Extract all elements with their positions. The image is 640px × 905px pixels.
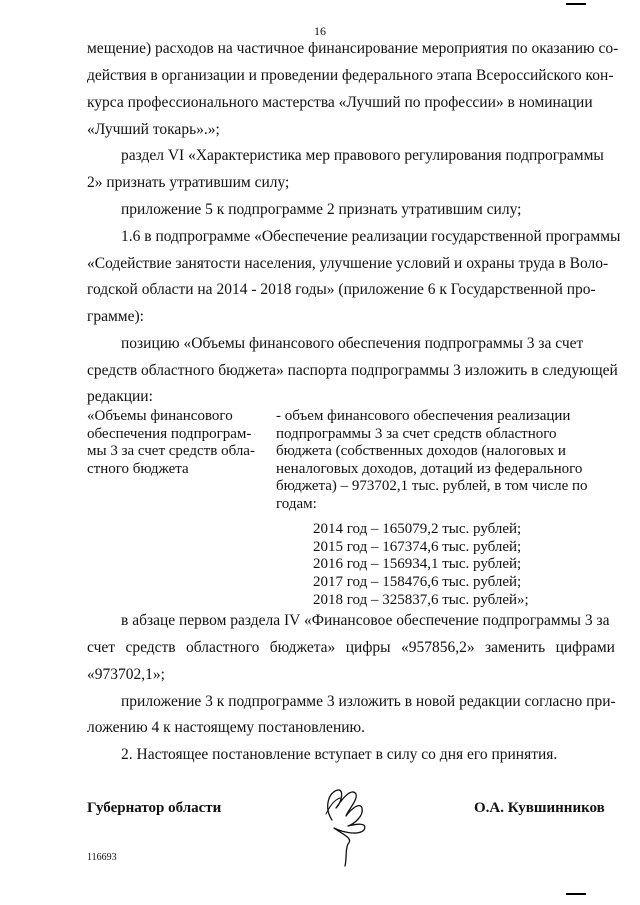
- text-line: действия в организации и проведении федерального этапа Всероссийского кон-: [87, 67, 614, 84]
- text-line: «Содействие занятости населения, улучшение условий и охраны труда в Воло-: [87, 255, 609, 272]
- handwritten-signature: [318, 778, 378, 868]
- text-line: годской области на 2014 - 2018 годы» (приложение 6 к Государственной про-: [87, 281, 596, 298]
- text-line: ложению 4 к настоящему постановлению.: [87, 719, 365, 736]
- text-line: редакции:: [87, 388, 153, 405]
- text-line: «Лучший токарь».»;: [87, 121, 220, 138]
- text-line: «973702,1»;: [87, 666, 165, 683]
- page-number: 16: [314, 24, 326, 38]
- word: цифры: [345, 639, 391, 656]
- word: областного: [186, 639, 260, 656]
- year-line: 2016 год – 156934,1 тыс. рублей;: [313, 556, 522, 572]
- word: счет: [87, 639, 116, 656]
- word: заменить: [485, 639, 546, 656]
- word: бюджета»: [269, 639, 336, 656]
- word: цифрами: [555, 639, 615, 656]
- text-line: грамме):: [87, 308, 144, 325]
- text-line: курса профессионального мастерства «Лучший по профессии» в номинации: [87, 94, 593, 111]
- text-line: позицию «Объемы финансового обеспечения подпрограммы 3 за счет: [121, 335, 584, 352]
- word: средств: [125, 639, 176, 656]
- document-code: 116693: [87, 852, 117, 863]
- table-cell-value: - объем финансового обеспечения реализации подпрограммы 3 за счет средств областного бюджета (собственных доходов (налоговых и неналоговых доходов, дотаций из федерального бюджета) – 973702,1 тыс. рублей, в том числе по годам:: [276, 408, 588, 512]
- scan-edge-mark: [566, 3, 586, 5]
- text-line: приложение 3 к подпрограмме 3 изложить в новой редакции согласно при-: [121, 693, 616, 710]
- scan-edge-mark: [566, 893, 586, 895]
- year-line: 2015 год – 167374,6 тыс. рублей;: [313, 539, 522, 555]
- justified-line: [87, 639, 615, 657]
- year-line: 2018 год – 325837,6 тыс. рублей»;: [313, 592, 529, 608]
- year-line: 2017 год – 158476,6 тыс. рублей;: [313, 574, 522, 590]
- text-line: в абзаце первом раздела IV «Финансовое обеспечение подпрограммы 3 за: [121, 612, 610, 629]
- text-line: раздел VI «Характеристика мер правового регулирования подпрограммы: [121, 147, 604, 164]
- text-line: 2. Настоящее постановление вступает в силу со дня его принятия.: [121, 746, 558, 763]
- year-line: 2014 год – 165079,2 тыс. рублей;: [313, 521, 522, 537]
- text-line: приложение 5 к подпрограмме 2 признать утратившим силу;: [121, 201, 522, 218]
- text-line: 1.6 в подпрограмме «Обеспечение реализации государственной программы: [121, 228, 621, 245]
- text-line: средств областного бюджета» паспорта подпрограммы 3 изложить в следующей: [87, 362, 618, 379]
- signatory-position: Губернатор области: [87, 800, 222, 816]
- text-line: мещение) расходов на частичное финансирование мероприятия по оказанию со-: [87, 40, 619, 57]
- signatory-name: О.А. Кувшинников: [474, 800, 605, 816]
- text-line: 2» признать утратившим силу;: [87, 174, 290, 191]
- table-cell-label: «Объемы финансового обеспечения подпрограм-мы 3 за счет средств обла-стного бюджета: [87, 408, 255, 477]
- word: «957856,2»: [400, 639, 475, 656]
